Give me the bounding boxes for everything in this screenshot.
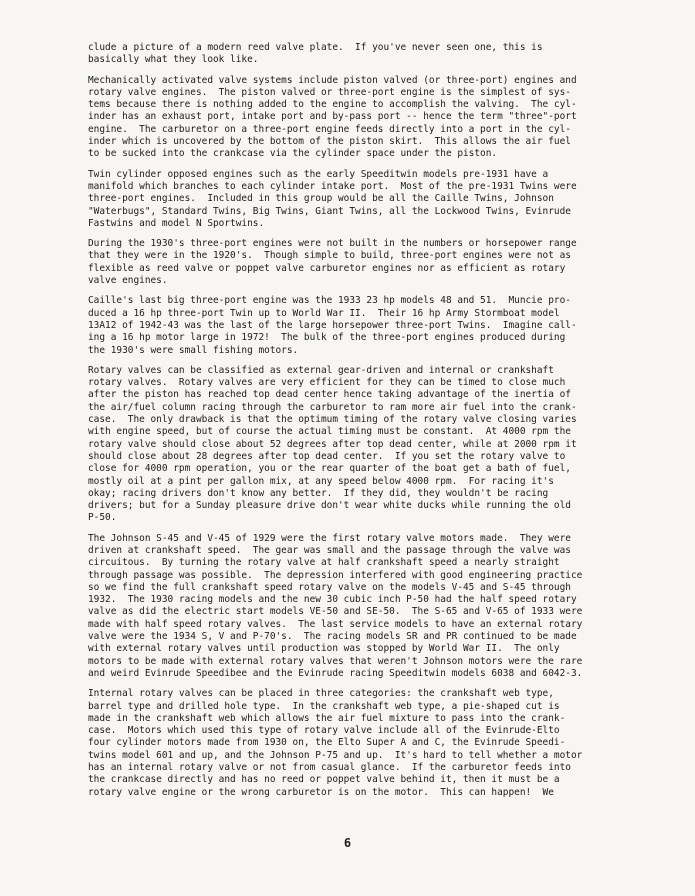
text-line: The Johnson S-45 and V-45 of 1929 were the first rotary valve motors made. They were	[88, 532, 571, 544]
paragraph	[88, 42, 655, 67]
text-line: inder has an exhaust port, intake port and by-pass port -- hence the term "three"-port	[88, 111, 577, 123]
text-line: with external rotary valves until production was stopped by World War II. The only	[88, 643, 560, 655]
text-line: after the piston has reached top dead center hence taking advantage of the inertia of	[88, 389, 571, 401]
text-line: rotary valve should close about 52 degrees after top dead center, while at 2000 rpm it	[88, 438, 577, 450]
body-text	[88, 42, 655, 799]
text-line: Mechanically activated valve systems include piston valved (or three-port) engines and	[88, 74, 577, 86]
text-line: During the 1930's three-port engines were not built in the numbers or horsepower range	[88, 238, 577, 250]
text-line: Internal rotary valves can be placed in three categories: the crankshaft web type,	[88, 688, 554, 700]
text-line: 13A12 of 1942-43 was the last of the large horsepower three-port Twins. Imagine call-	[88, 319, 577, 331]
text-line: three-port engines. Included in this group would be all the Caille Twins, Johnson	[88, 193, 554, 205]
text-line: close for 4000 rpm operation, you or the rear quarter of the boat get a bath of fuel,	[88, 463, 571, 475]
text-line: manifold which branches to each cylinder intake port. Most of the pre-1931 Twins were	[88, 180, 577, 192]
text-line: made with half speed rotary valves. The last service models to have an external rotary	[88, 618, 583, 630]
text-line: with engine speed, but of course the actual timing must be constant. At 4000 rpm the	[88, 426, 571, 438]
text-line: four cylinder motors made from 1930 on, the Elto Super A and C, the Evinrude Speedi-	[88, 737, 566, 749]
text-line: motors to be made with external rotary valves that weren't Johnson motors were the rare	[88, 655, 583, 667]
paragraph	[88, 533, 655, 681]
text-line: the air/fuel column racing through the carburetor to ram more air fuel into the crank-	[88, 401, 577, 413]
paragraph	[88, 238, 655, 287]
text-line: valve as did the electric start models VE-50 and SE-50. The S-65 and V-65 of 1933 were	[88, 606, 583, 618]
text-line: the crankcase directly and has no reed or poppet valve behind it, then it must be a	[88, 774, 560, 786]
text-line: mostly oil at a pint per gallon mix, at any speed below 4000 rpm. For racing it's	[88, 475, 554, 487]
text-line: engine. The carburetor on a three-port engine feeds directly into a port in the cyl-	[88, 123, 571, 135]
text-line: has an internal rotary valve or not from casual glance. If the carburetor feeds into	[88, 762, 571, 774]
text-line: rotary valves. Rotary valves are very efficient for they can be timed to close much	[88, 377, 566, 389]
text-line: duced a 16 hp three-port Twin up to World War II. Their 16 hp Army Stormboat model	[88, 307, 560, 319]
text-line: barrel type and drilled hole type. In the crankshaft web type, a pie-shaped cut is	[88, 700, 560, 712]
text-line: flexible as reed valve or poppet valve carburetor engines nor as efficient as rotary	[88, 262, 566, 274]
text-line: Caille's last big three-port engine was the 1933 23 hp models 48 and 51. Muncie pro-	[88, 295, 571, 307]
paragraph	[88, 169, 655, 230]
page-number: 6	[343, 836, 352, 850]
text-line: made in the crankshaft web which allows the air fuel mixture to pass into the crank-	[88, 712, 566, 724]
text-line: drivers; but for a Sunday pleasure drive don't wear white ducks while running the old	[88, 500, 571, 512]
text-line: okay; racing drivers don't know any better. If they did, they wouldn't be racing	[88, 487, 549, 499]
paragraph	[88, 688, 655, 799]
text-line: basically what they look like.	[88, 54, 259, 66]
text-line: and weird Evinrude Speedibee and the Evinrude racing Speeditwin models 6038 and 6042-3.	[88, 667, 583, 679]
text-line: case. The only drawback is that the optimum timing of the rotary valve closing varies	[88, 414, 577, 426]
text-line: inder which is uncovered by the bottom of the piston skirt. This allows the air fuel	[88, 136, 571, 148]
text-line: circuitous. By turning the rotary valve at half crankshaft speed a nearly straight	[88, 557, 560, 569]
text-line: Rotary valves can be classified as external gear-driven and internal or crankshaft	[88, 364, 554, 376]
text-line: the 1930's were small fishing motors.	[88, 344, 299, 356]
paragraph	[88, 365, 655, 525]
text-line: twins model 601 and up, and the Johnson P-75 and up. It's hard to tell whether a motor	[88, 749, 583, 761]
text-line: tems because there is nothing added to the engine to accomplish the valving. The cyl-	[88, 99, 577, 111]
paragraph	[88, 295, 655, 356]
text-line: so we find the full crankshaft speed rotary valve on the models V-45 and S-45 through	[88, 581, 571, 593]
text-line: clude a picture of a modern reed valve plate. If you've never seen one, this is	[88, 42, 543, 53]
text-line: valve engines.	[88, 275, 168, 287]
text-line: through passage was possible. The depression interfered with good engineering practice	[88, 569, 583, 581]
text-line: "Waterbugs", Standard Twins, Big Twins, Giant Twins, all the Lockwood Twins, Evinrude	[88, 205, 571, 217]
text-line: driven at crankshaft speed. The gear was small and the passage through the valve was	[88, 544, 571, 556]
text-line: Twin cylinder opposed engines such as the early Speeditwin models pre-1931 have a	[88, 168, 549, 180]
text-line: ing a 16 hp motor large in 1972! The bulk of the three-port engines produced during	[88, 332, 566, 344]
text-line: that they were in the 1920's. Though simple to build, three-port engines were not as	[88, 250, 571, 262]
text-line: P-50.	[88, 512, 117, 524]
text-line: rotary valve engines. The piston valved or three-port engine is the simplest of sys-	[88, 86, 571, 98]
text-line: rotary valve engine or the wrong carburetor is on the motor. This can happen! We	[88, 786, 554, 798]
text-line: Fastwins and model N Sportwins.	[88, 217, 265, 229]
paragraph	[88, 75, 655, 161]
text-line: valve were the 1934 S, V and P-70's. The racing models SR and PR continued to be made	[88, 631, 577, 643]
text-line: case. Motors which used this type of rotary valve include all of the Evinrude-Elto	[88, 725, 560, 737]
text-line: should close about 28 degrees after top dead center. If you set the rotary valve to	[88, 450, 566, 462]
text-line: to be sucked into the crankcase via the cylinder space under the piston.	[88, 148, 498, 160]
text-line: 1932. The 1930 racing models and the new 30 cubic inch P-50 had the half speed rotary	[88, 594, 577, 606]
